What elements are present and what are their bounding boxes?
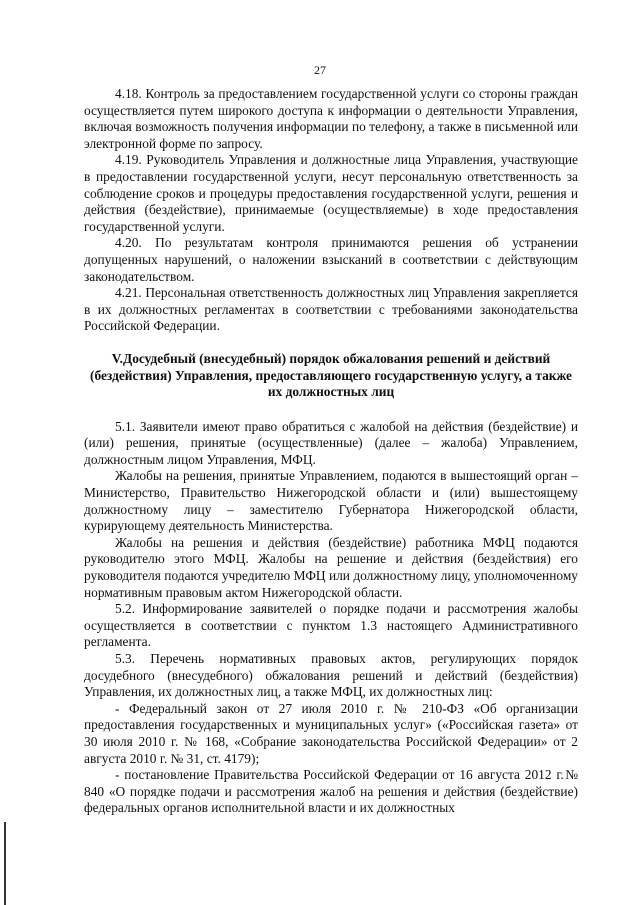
page-body xyxy=(84,86,578,817)
page-number: 27 xyxy=(314,63,326,77)
paragraph-5-3: 5.3. Перечень нормативных правовых актов, регулирующих порядок досудебного (внесудебного) обжалования решений и действий (бездействия) Управления, их должностных лиц, а также МФЦ, их должностных лиц: xyxy=(84,651,578,700)
paragraph-complaints-management: Жалобы на решения, принятые Управлением, подаются в вышестоящий орган – Министерство, Правительство Нижегородской области и (или) вышестоящему должностному лицу – заместителю Губернатора Нижегородской области, курирующему деятельность Министерства. xyxy=(84,468,578,534)
paragraph-complaints-mfc: Жалобы на решения и действия (бездействие) работника МФЦ подаются руководителю этого МФЦ. Жалобы на решение и действия (бездействия) его руководителя подаются учредителю МФЦ или должностному лицу, уполномоченному нормативным правовым актом Нижегородской области. xyxy=(84,534,578,600)
list-item-federal-law: - Федеральный закон от 27 июля 2010 г. № 210-ФЗ «Об организации предоставления государственных и муниципальных услуг» («Российская газета» от 30 июля 2010 г. № 168, «Собрание законодательства Российской Федерации» от 2 августа 2010 г. № 31, ст. 4179); xyxy=(84,700,578,766)
paragraph-5-1: 5.1. Заявители имеют право обратиться с жалобой на действия (бездействие) и (или) решения, принятые (осуществленные) (далее – жалоба) Управлением, должностным лицом Управления, МФЦ. xyxy=(84,418,578,467)
list-item-government-decree: - постановление Правительства Российской Федерации от 16 августа 2012 г.№ 840 «О порядке подачи и рассмотрения жалоб на решения и действия (бездействие) федеральных органов исполнительной власти и их должностных xyxy=(84,767,578,816)
section-5-heading: V.Досудебный (внесудебный) порядок обжалования решений и действий (бездействия) Управления, предоставляющего государственную услугу, а также их должностных лиц xyxy=(90,350,572,400)
paragraph-4-21: 4.21. Персональная ответственность должностных лиц Управления закрепляется в их должностных регламентах в соответствии с требованиями законодательства Российской Федерации. xyxy=(84,285,578,334)
paragraph-5-2: 5.2. Информирование заявителей о порядке подачи и рассмотрения жалобы осуществляется в соответствии с пунктом 1.3 настоящего Административного регламента. xyxy=(84,601,578,650)
paragraph-4-19: 4.19. Руководитель Управления и должностные лица Управления, участвующие в предоставлении государственной услуги, несут персональную ответственность за соблюдение сроков и процедуры предоставления государственной услуги, решения и действия (бездействие), принимаемые (осуществляемые) в ходе предоставления государственной услуги. xyxy=(84,152,578,234)
paragraph-4-18: 4.18. Контроль за предоставлением государственной услуги со стороны граждан осуществляется путем широкого доступа к информации о деятельности Управления, включая возможность получения информации по телефону, а также в письменной или электронной форме по запросу. xyxy=(84,86,578,151)
scan-edge-mark xyxy=(4,822,6,905)
paragraph-4-20: 4.20. По результатам контроля принимаются решения об устранении допущенных нарушений, о наложении взысканий в соответствии с действующим законодательством. xyxy=(84,235,578,284)
